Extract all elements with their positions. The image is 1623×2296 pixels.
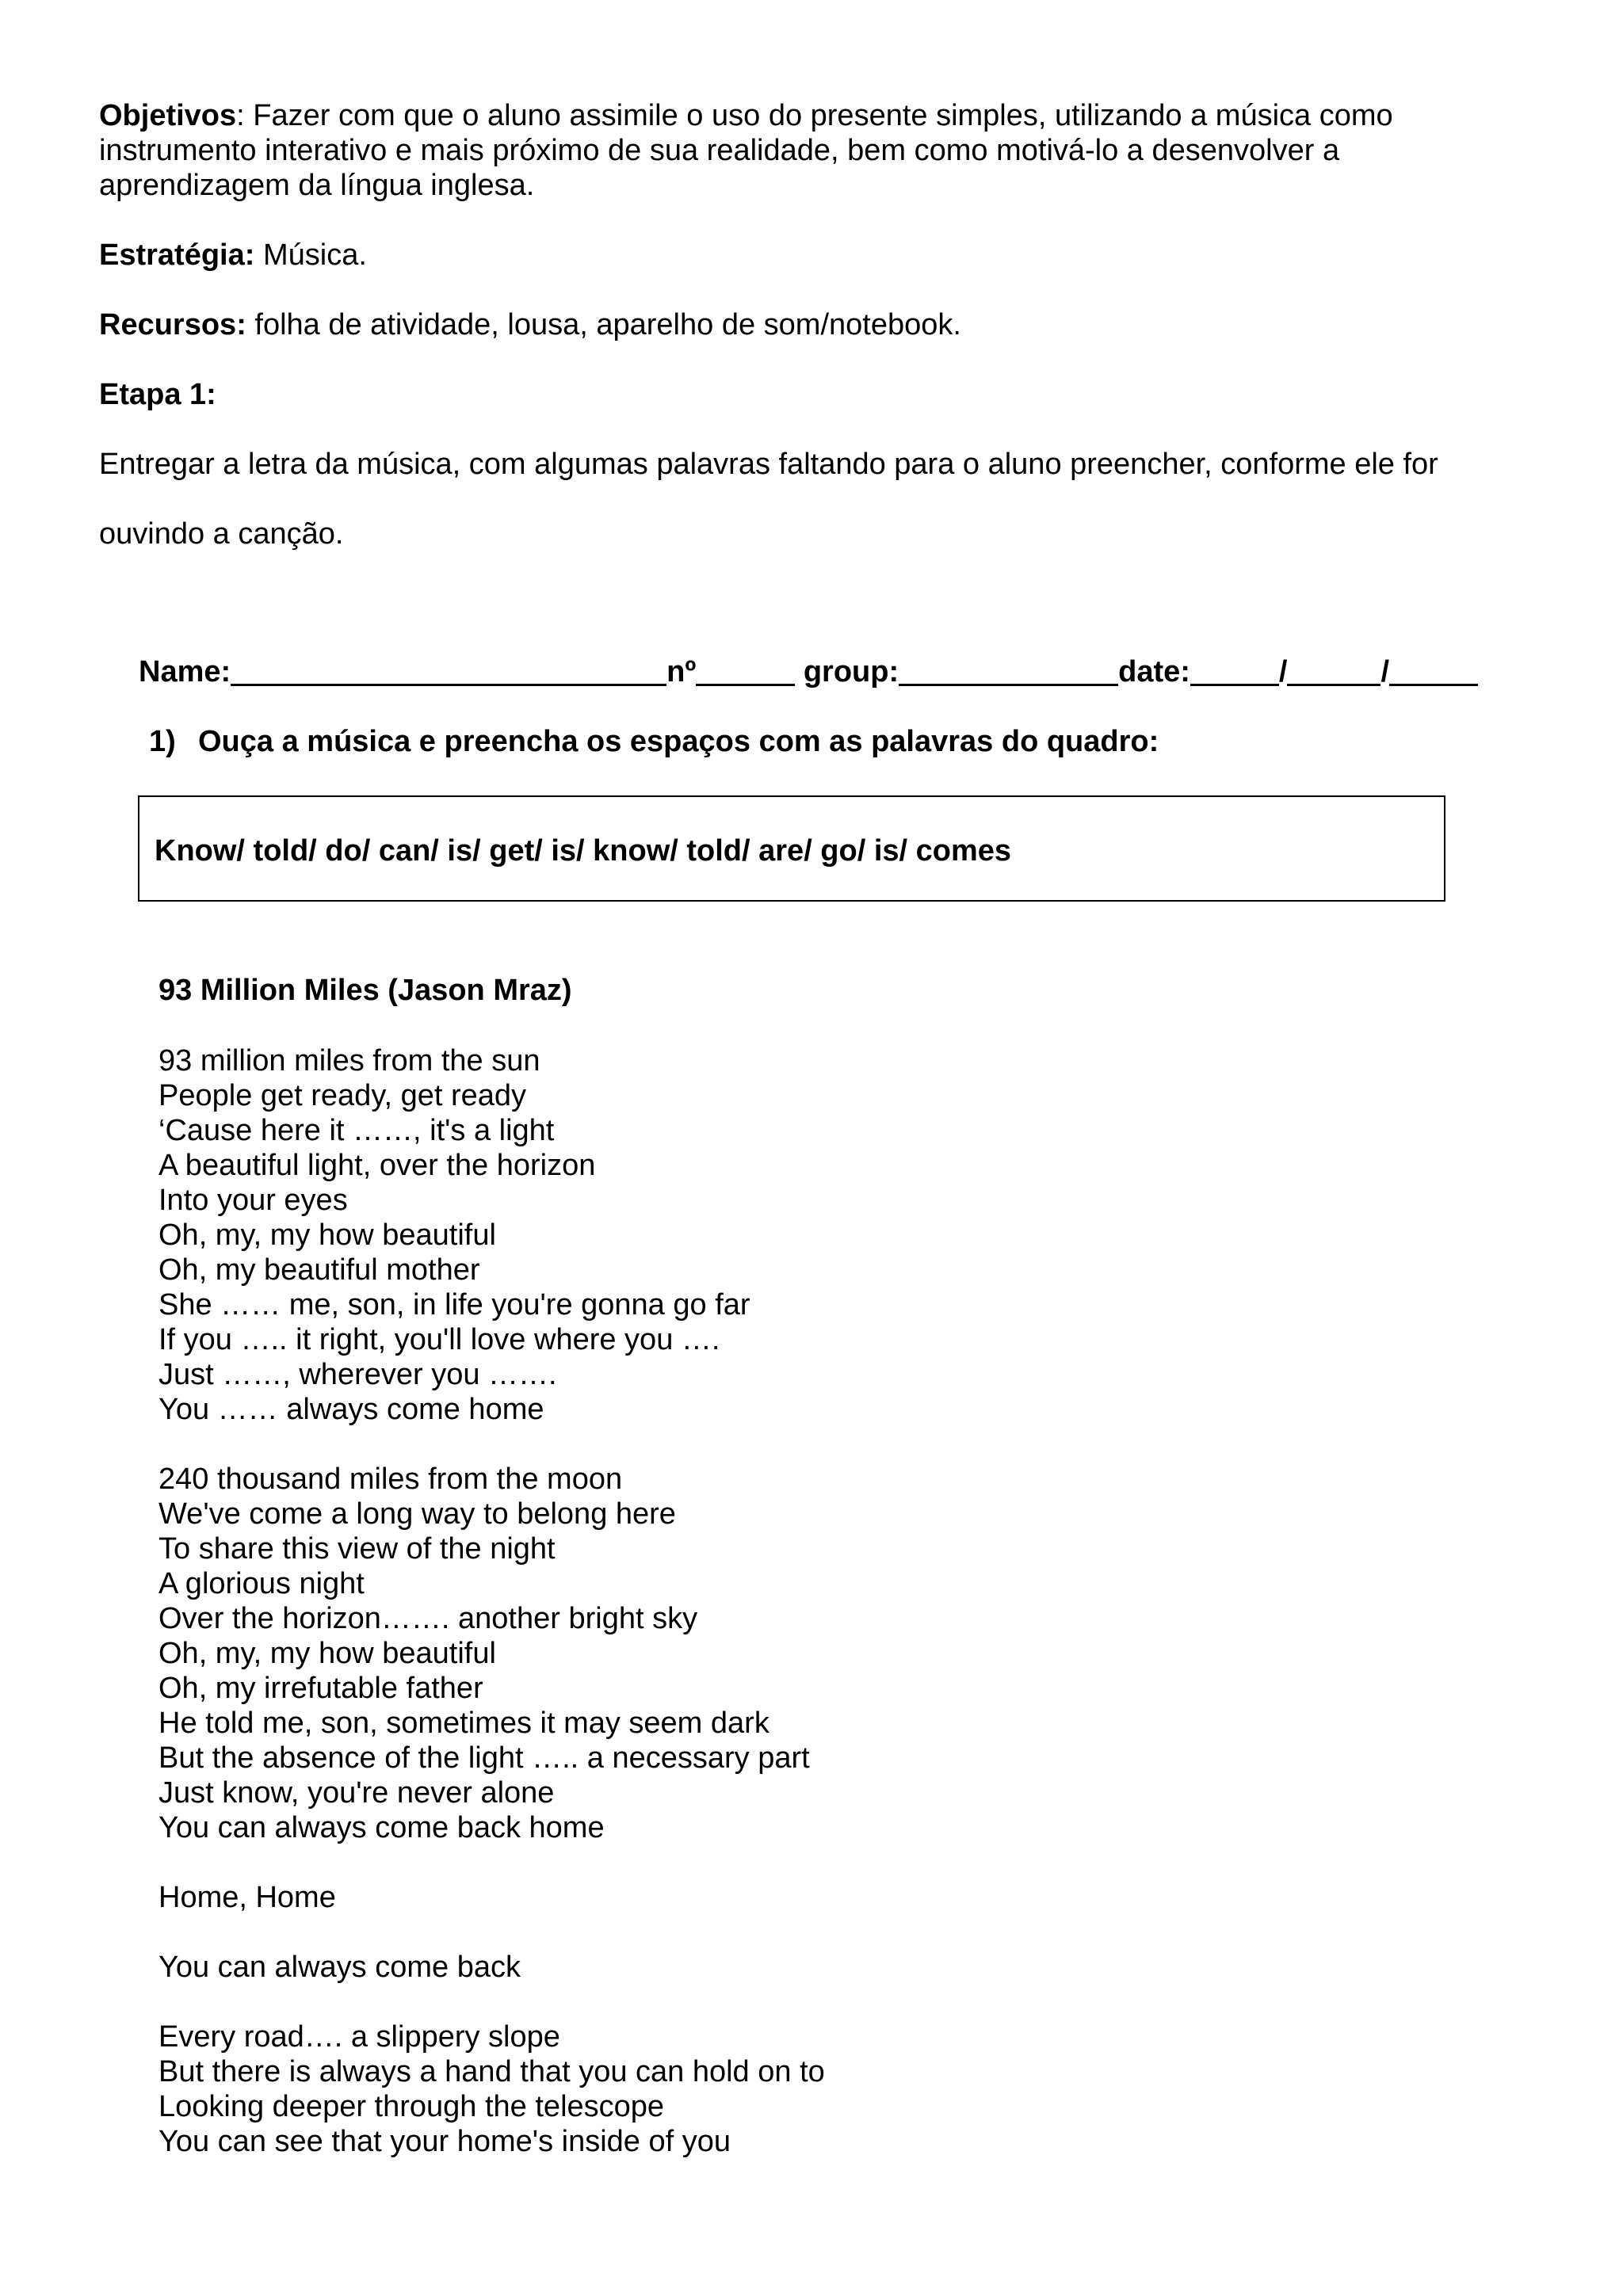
lyric-line: Just ……, wherever you …….: [158, 1358, 557, 1391]
objectives-paragraph: [99, 98, 1446, 203]
lyric-line: You can see that your home's inside of you: [158, 2125, 731, 2158]
student-info-header: [139, 654, 1478, 689]
strategy-text: Música.: [254, 238, 367, 272]
lyric-line: Over the horizon……. another bright sky: [158, 1602, 698, 1635]
lyric-line: People get ready, get ready: [158, 1079, 527, 1112]
lyric-line: If you ….. it right, you'll love where you ….: [158, 1323, 720, 1356]
lyric-line: But there is always a hand that you can hold on to: [158, 2055, 825, 2088]
question-text: Ouça a música e preencha os espaços com as palavras do quadro:: [198, 725, 1159, 758]
word-bank-text: Know/ told/ do/ can/ is/ get/ is/ know/ told/ are/ go/ is/ comes: [155, 834, 1012, 868]
resources-text: folha de atividade, lousa, aparelho de som/notebook.: [246, 308, 961, 341]
lyric-line: 240 thousand miles from the moon: [158, 1463, 623, 1496]
date-year-blank[interactable]: [1389, 657, 1478, 686]
date-separator: /: [1381, 655, 1390, 688]
lyric-line: 93 million miles from the sun: [158, 1044, 540, 1077]
resources-paragraph: [99, 307, 961, 342]
lyric-line: Every road…. a slippery slope: [158, 2020, 560, 2054]
lyric-line: You can always come back home: [158, 1811, 605, 1844]
strategy-paragraph: [99, 238, 367, 273]
instruction-line-2: ouvindo a canção.: [99, 517, 344, 551]
lyric-line: You can always come back: [158, 1951, 521, 1984]
lyric-line: She …… me, son, in life you're gonna go far: [158, 1288, 750, 1322]
date-day-blank[interactable]: [1190, 657, 1279, 686]
lyric-line: Oh, my irrefutable father: [158, 1672, 483, 1705]
objectives-label: Objetivos: [99, 99, 237, 132]
lyric-line: But the absence of the light ….. a necessary part: [158, 1741, 810, 1775]
lyric-line: Oh, my, my how beautiful: [158, 1637, 496, 1670]
lyric-line: To share this view of the night: [158, 1532, 556, 1566]
resources-label: Recursos:: [99, 308, 246, 341]
objectives-text: : Fazer com que o aluno assimile o uso do presente simples, utilizando a música como instrumento interativo e mais próximo de sua realidade, bem como motivá-lo a desenvolver a aprendizagem da língua inglesa.: [99, 99, 1393, 202]
word-bank-box: [138, 795, 1445, 902]
lyric-line: ‘Cause here it ……, it's a light: [158, 1114, 555, 1147]
lyric-line: Home, Home: [158, 1881, 336, 1914]
date-month-blank[interactable]: [1287, 657, 1381, 686]
question-1: [149, 724, 1159, 759]
lyric-line: Oh, my beautiful mother: [158, 1253, 480, 1287]
date-label: date:: [1118, 655, 1190, 688]
song-title: 93 Million Miles (Jason Mraz): [158, 974, 572, 1007]
stage-heading: Etapa 1:: [99, 378, 216, 411]
stanza-gap: [158, 1915, 825, 1950]
name-label: Name:: [139, 655, 231, 688]
lyric-line: A beautiful light, over the horizon: [158, 1149, 596, 1182]
date-separator: /: [1278, 655, 1288, 688]
lyric-line: Looking deeper through the telescope: [158, 2090, 665, 2123]
lyric-line: Oh, my, my how beautiful: [158, 1219, 496, 1252]
strategy-label: Estratégia:: [99, 238, 255, 272]
stanza-gap: [158, 1985, 825, 2019]
stanza-gap: [158, 1427, 825, 1462]
stanza-gap: [158, 1845, 825, 1880]
lyric-line: He told me, son, sometimes it may seem dark: [158, 1707, 769, 1740]
instruction-line-1: Entregar a letra da música, com algumas palavras faltando para o aluno preencher, conforme ele for: [99, 448, 1438, 481]
lyric-line: You …… always come home: [158, 1393, 544, 1426]
lyric-line: A glorious night: [158, 1567, 365, 1600]
lyric-line: Into your eyes: [158, 1184, 348, 1217]
song-lyrics: [158, 1043, 825, 2159]
lyric-line: Just know, you're never alone: [158, 1776, 555, 1810]
group-label: group:: [803, 655, 899, 688]
name-blank[interactable]: [231, 657, 666, 686]
number-blank[interactable]: [696, 657, 795, 686]
group-blank[interactable]: [899, 657, 1118, 686]
question-number: 1): [149, 725, 176, 758]
lyric-line: We've come a long way to belong here: [158, 1497, 676, 1531]
number-label: nº: [666, 655, 697, 688]
